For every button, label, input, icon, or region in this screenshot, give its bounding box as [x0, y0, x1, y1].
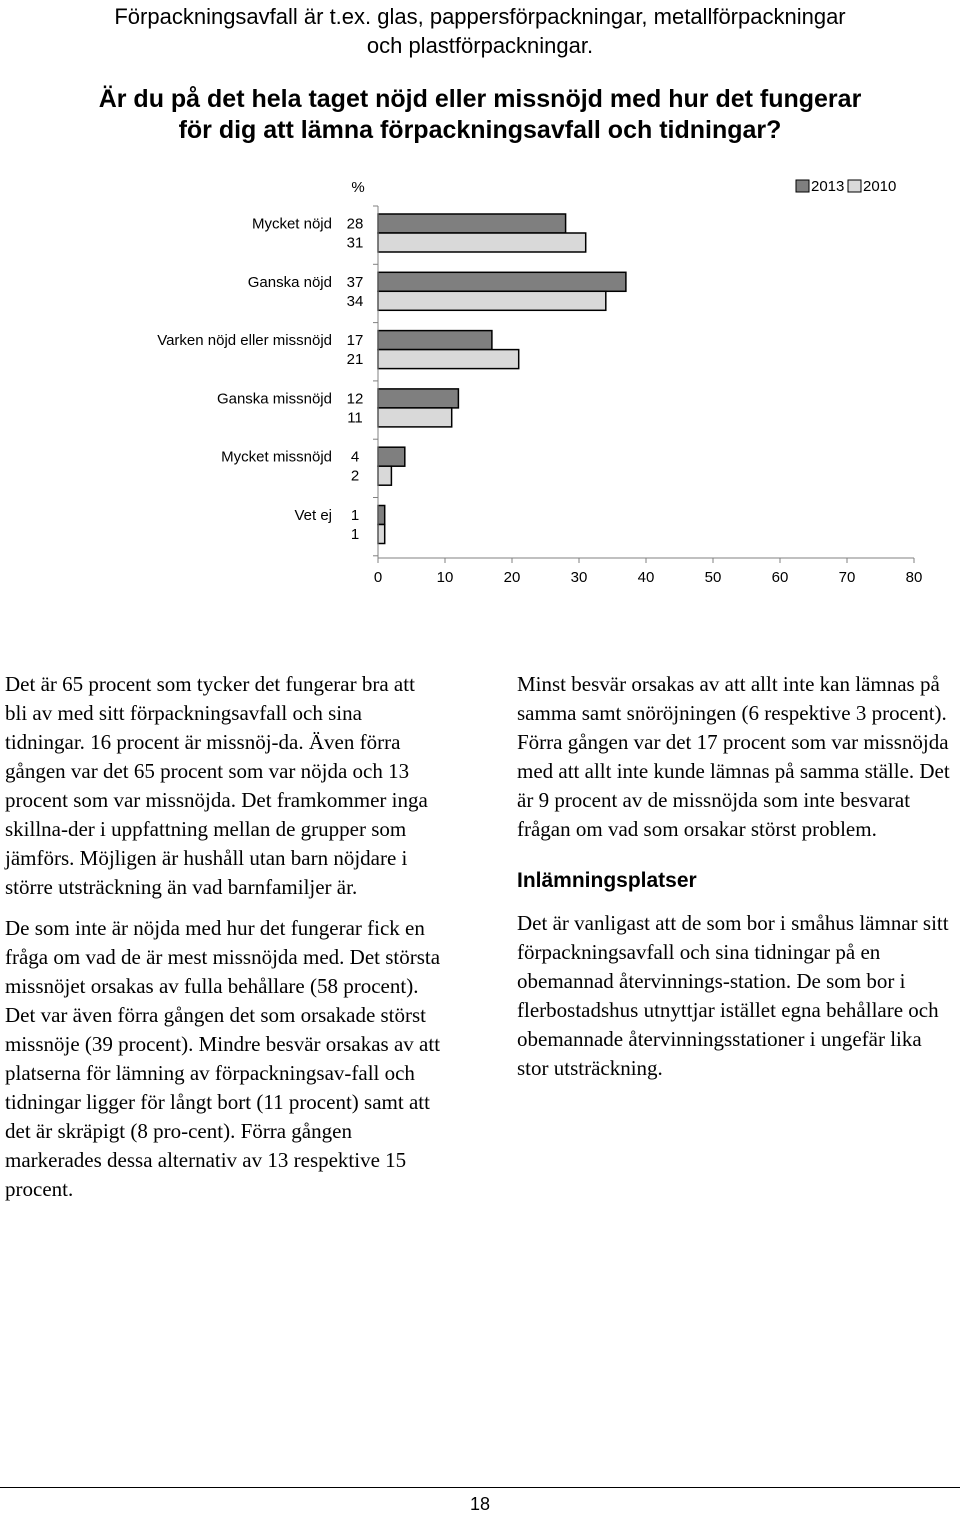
x-tick-label: 20: [503, 569, 521, 586]
section-heading: Inlämningsplatser: [517, 869, 697, 892]
value-label-2013: 28: [346, 215, 364, 233]
category-label: Mycket nöjd: [251, 215, 332, 233]
left-paragraph-2: De som inte är nöjda med hur det fungerar fick en fråga om vad de är mest missnöjda med. Det största missnöjet orsakas av fulla behållare (58 procent). Det var även förra gången det som orsakade störst missnöje (39 procent). Mindre besvär orsakas av att platserna för lämning av förpackningsav-fall och tidningar ligger för långt bort (11 procent) samt att det är skräpigt (8 pro-cent). Förra gången markerades dessa alternativ av 13 respektive 15 procent.: [5, 916, 441, 1201]
satisfaction-chart: [0, 170, 960, 600]
value-label-2013: 12: [346, 390, 364, 408]
bar-2013: [378, 272, 626, 291]
bar-2013: [378, 331, 492, 350]
value-label-2010: 1: [350, 526, 360, 543]
x-tick-label: 10: [436, 569, 454, 586]
question-line-1: Är du på det hela taget nöjd eller missnöjd med hur det fungerar: [98, 85, 862, 113]
question-heading: [0, 84, 960, 146]
category-label: Varken nöjd eller missnöjd: [157, 332, 332, 350]
left-column: [5, 670, 441, 1216]
page-number: 18: [469, 1494, 491, 1514]
category-label: Ganska nöjd: [247, 273, 332, 291]
value-label-2013: 17: [346, 332, 364, 350]
x-tick-label: 40: [637, 569, 655, 586]
category-label: Ganska missnöjd: [216, 390, 332, 408]
value-label-2010: 21: [346, 351, 364, 369]
unit-label: %: [351, 179, 365, 196]
value-label-2010: 34: [346, 292, 364, 310]
x-tick-label: 70: [838, 569, 856, 586]
legend-label-2013: 2013: [811, 178, 845, 195]
legend-label-2010: 2010: [863, 178, 897, 195]
value-label-2013: 4: [350, 448, 360, 466]
category-label: Vet ej: [294, 507, 332, 524]
footer-rule: [0, 1487, 960, 1488]
x-tick-label: 60: [771, 569, 789, 586]
bar-2013: [378, 447, 405, 466]
value-label-2010: 2: [350, 467, 360, 485]
legend-swatch-2013: [796, 180, 809, 192]
bar-2013: [378, 214, 566, 233]
value-label-2010: 11: [347, 409, 363, 427]
x-tick-label: 50: [704, 569, 722, 586]
bar-2010: [378, 291, 606, 310]
bar-2010: [378, 408, 452, 427]
right-paragraph-1: Minst besvär orsakas av att allt inte kan lämnas på samma samt snöröjningen (6 respektive 3 procent). Förra gången var det 17 procent som var missnöjda med att allt inte kunde lämnas på samma ställe. Det är 9 procent av de missnöjda som inte besvarat frågan om vad som orsakar störst problem.: [517, 672, 950, 841]
legend-swatch-2010: [848, 180, 861, 192]
bar-2010: [378, 233, 586, 252]
bar-2010: [378, 350, 519, 369]
bar-2010: [378, 466, 391, 485]
intro-text: [0, 2, 960, 60]
x-tick-label: 30: [570, 569, 588, 586]
value-label-2013: 1: [350, 507, 360, 524]
bar-2013: [378, 389, 458, 408]
value-label-2013: 37: [346, 273, 364, 291]
intro-line-1: Förpackningsavfall är t.ex. glas, pappersförpackningar, metallförpackningar: [114, 4, 846, 29]
bar-2010: [378, 525, 385, 544]
category-label: Mycket missnöjd: [221, 448, 332, 466]
question-line-2: för dig att lämna förpackningsavfall och tidningar?: [178, 116, 782, 144]
left-paragraph-1: Det är 65 procent som tycker det fungerar bra att bli av med sitt förpackningsavfall och sina tidningar. 16 procent är missnöj-da. Även förra gången var det 65 procent som var nöjda och 13 procent som var missnöjda. Det framkommer inga skillna-der i uppfattning mellan de grupper som jämförs. Möjligen är hushåll utan barn nöjdare i större utsträckning än vad barnfamiljer är.: [5, 672, 428, 899]
right-paragraph-2: Det är vanligast att de som bor i småhus lämnar sitt förpackningsavfall och sina tidningar på en obemannad återvinnings-station. De som bor i flerbostadshus utnyttjar istället egna behållare och obemannade återvinningsstationer i ungefär lika stor utsträckning.: [517, 911, 949, 1080]
bar-2013: [378, 506, 385, 525]
right-column: [517, 670, 953, 1095]
intro-line-2: och plastförpackningar.: [366, 33, 594, 58]
x-tick-label: 80: [905, 569, 923, 586]
value-label-2010: 31: [346, 234, 364, 252]
x-tick-label: 0: [373, 569, 383, 586]
